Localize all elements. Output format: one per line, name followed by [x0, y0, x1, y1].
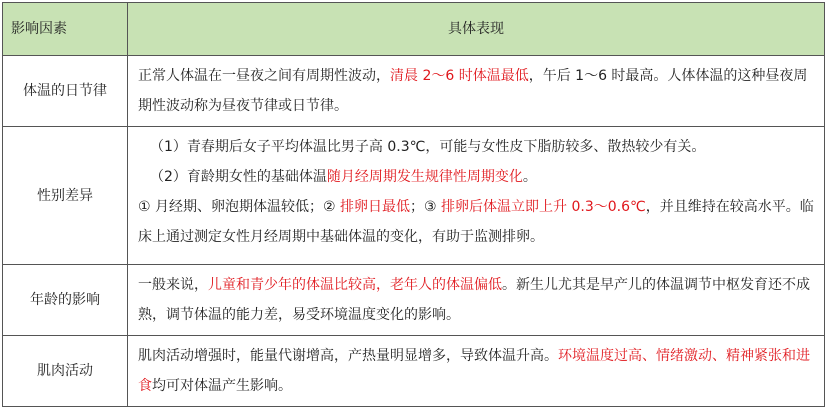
table-row [3, 265, 825, 336]
desc-highlight: 儿童和青少年的体温比较高，老年人的体温偏低 [208, 277, 502, 293]
description-cell [128, 127, 825, 265]
desc-line-2 [138, 162, 814, 192]
desc-text: ；③ [410, 199, 442, 215]
desc-text: ① 月经期、卵泡期体温较低；② [138, 199, 341, 215]
desc-text: （2）育龄期女性的基础体温 [150, 169, 327, 185]
table-row [3, 127, 825, 265]
desc-line-3 [138, 192, 814, 252]
desc-highlight: 随月经周期发生规律性周期变化 [326, 169, 523, 185]
header-description: 具体表现 [128, 3, 825, 56]
desc-text: 一般来说， [138, 277, 208, 293]
desc-text: 正常人体温在一昼夜之间有周期性波动， [138, 68, 390, 84]
desc-text: 均可对体温产生影响。 [152, 378, 292, 394]
desc-text: 肌肉活动增强时，能量代谢增高，产热量明显增多，导致体温升高。 [138, 348, 558, 364]
desc-text: 。新生儿尤其是早产儿的体温调节中枢发育还不成熟，调节体温的能力差，易受环境温度变化的影响。 [138, 277, 810, 323]
header-factor: 影响因素 [3, 3, 128, 56]
desc-line-1: （1）青春期后女子平均体温比男子高 0.3℃，可能与女性皮下脂肪较多、散热较少有关。 [150, 139, 706, 155]
influence-factors-table [2, 2, 825, 407]
desc-text: 。 [522, 169, 537, 185]
table-row [3, 336, 825, 407]
table-header-row [3, 3, 825, 56]
factor-cell: 性别差异 [3, 127, 128, 265]
desc-highlight: 排卵后体温立即上升 0.3～0.6℃ [441, 199, 646, 215]
desc-highlight: 排卵日最低 [340, 199, 411, 215]
description-cell [128, 336, 825, 407]
desc-text: ，午后 1～6 时最高。人体体温的这种昼夜周期性波动称为昼夜节律或日节律。 [138, 68, 808, 114]
desc-highlight: 清晨 2～6 时体温最低 [390, 68, 529, 84]
factor-cell: 年龄的影响 [3, 265, 128, 336]
factor-cell: 体温的日节律 [3, 56, 128, 127]
desc-text: ，并且维持在较高水平。临床上通过测定女性月经周期中基础体温的变化，有助于监测排卵。 [138, 199, 814, 245]
desc-highlight: 环境温度过高、情绪激动、精神紧张和进食 [138, 348, 810, 394]
table-row [3, 56, 825, 127]
factor-cell: 肌肉活动 [3, 336, 128, 407]
description-cell [128, 265, 825, 336]
description-cell [128, 56, 825, 127]
